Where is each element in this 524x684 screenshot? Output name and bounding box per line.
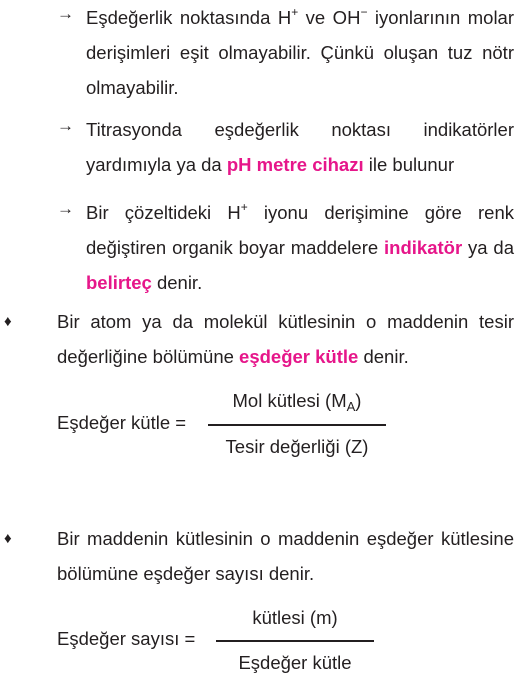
formula-denominator: Eşdeğer kütle	[238, 652, 352, 673]
highlight-belirtec: belirteç	[86, 272, 152, 293]
formula-label: Eşdeğer kütle =	[57, 412, 187, 433]
formula-denominator: Tesir değerliği (Z)	[225, 436, 369, 457]
diamond-bullet-icon: ♦	[4, 313, 12, 330]
diamond-bullet-icon: ♦	[4, 530, 12, 547]
arrow-icon: →	[57, 116, 74, 135]
bullet-text-titration: Titrasyonda eşdeğerlik noktası indikatörler yardımıyla ya da pH metre cihazı ile bulunur	[86, 119, 514, 175]
highlight-ph-meter: pH metre cihazı	[226, 154, 364, 175]
bullet-text-indicator: Bir çözeltideki H+ iyonu derişimine göre renk değiştiren organik boyar maddelere indikatör ya da belirteç denir.	[86, 200, 514, 293]
definition-equivalent-count: Bir maddenin kütlesinin o maddenin eşdeğer kütlesine bölümüne eşdeğer sayısı denir.	[57, 528, 514, 584]
arrow-icon: →	[57, 199, 74, 218]
bullet-text-equivalence-point: Eşdeğerlik noktasında H+ ve OH− iyonlarının molar derişimleri eşit olmayabilir. Çünkü oluşan tuz nötr olmayabilir.	[86, 5, 514, 98]
highlight-indicator: indikatör	[384, 237, 463, 258]
formula-label: Eşdeğer sayısı =	[57, 628, 196, 649]
highlight-equivalent-mass: eşdeğer kütle	[239, 346, 359, 367]
fraction-bar	[208, 424, 386, 426]
arrow-icon: →	[57, 4, 74, 23]
formula-numerator: Mol kütlesi $(M_A)$	[232, 390, 362, 414]
fraction-bar	[216, 640, 374, 642]
formula-numerator: kütlesi (m)	[252, 607, 338, 628]
definition-equivalent-mass: Bir atom ya da molekül kütlesinin o maddenin tesir değerliğine bölümüne eşdeğer kütle denir.	[57, 311, 514, 367]
